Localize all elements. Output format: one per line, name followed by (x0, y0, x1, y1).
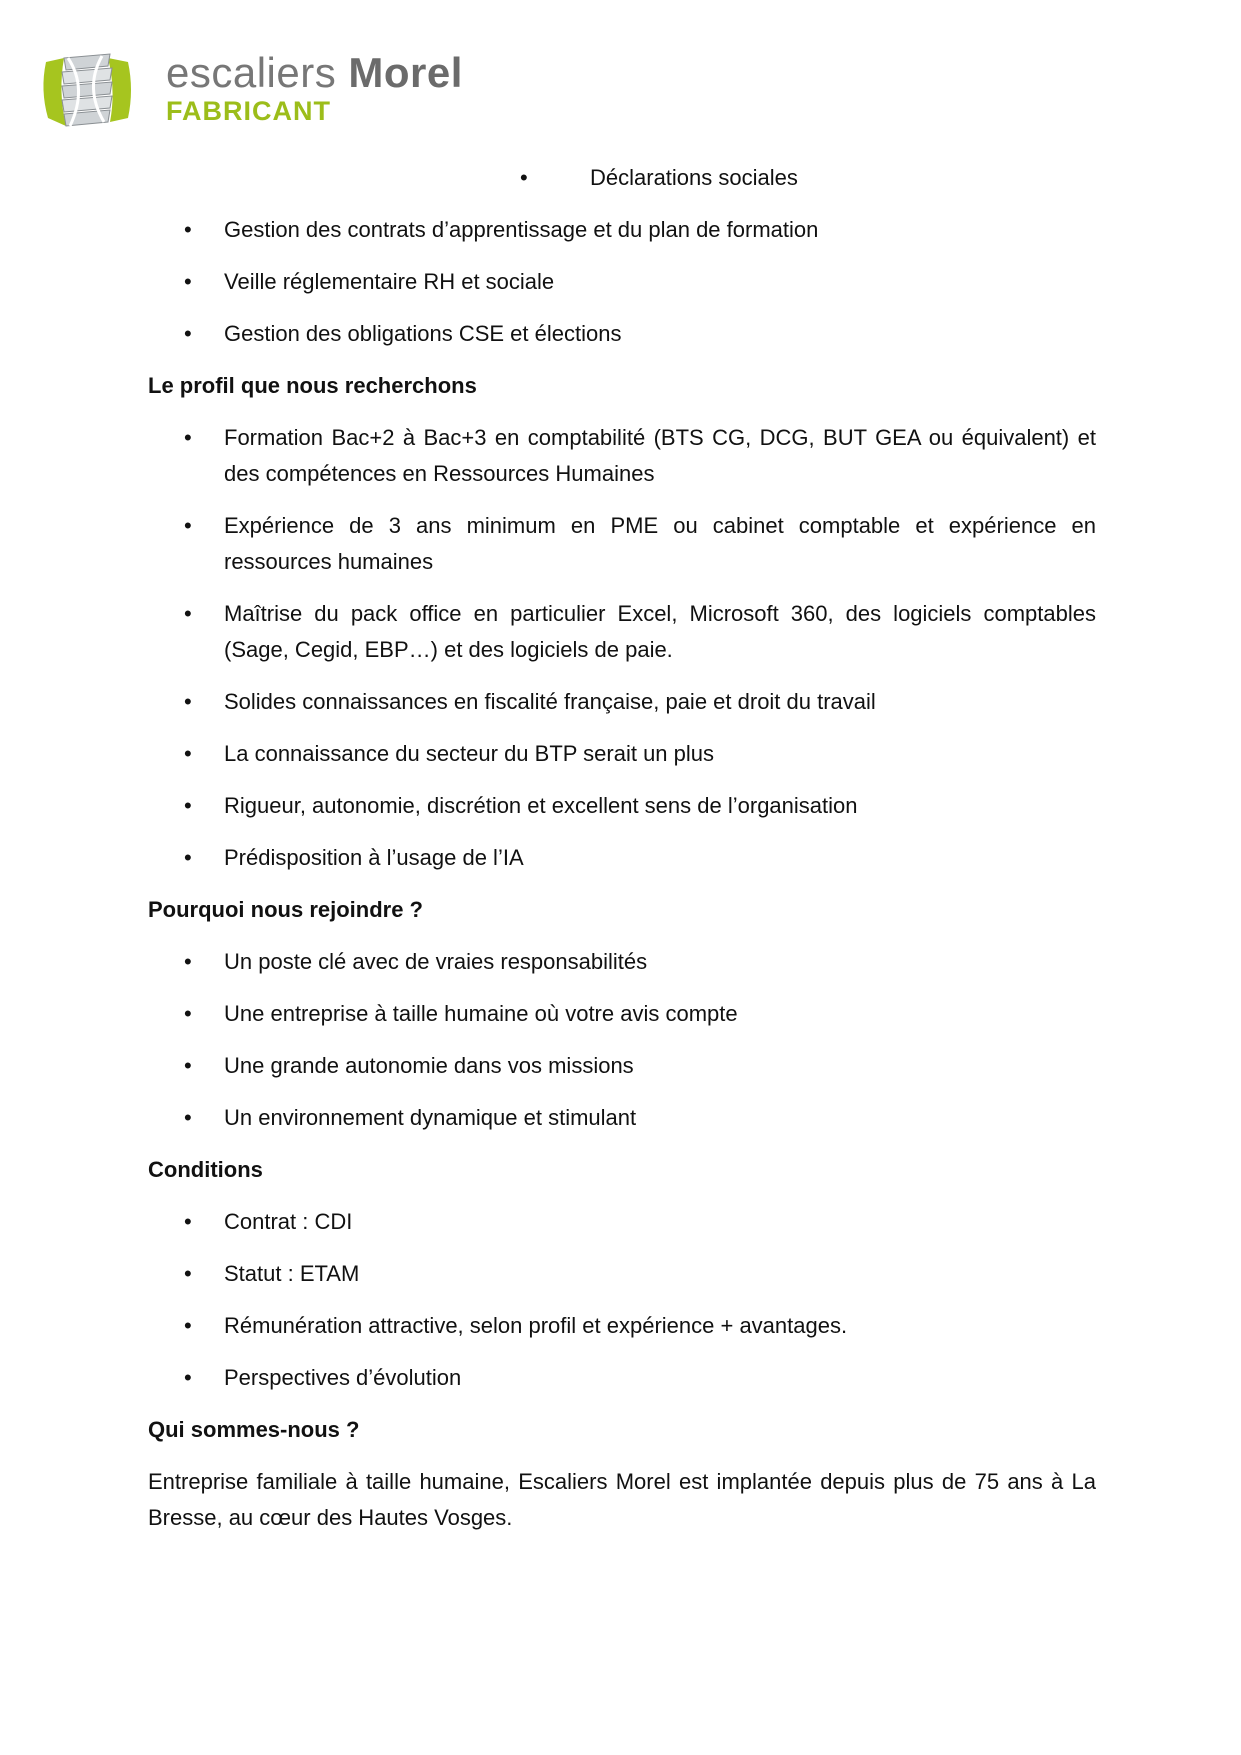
list-item: • Perspectives d’évolution (148, 1360, 1096, 1396)
section-heading-conditions: Conditions (148, 1157, 263, 1182)
company-logo (36, 48, 463, 132)
spiral-staircase-icon (36, 48, 136, 132)
brand-bold: Morel (348, 49, 463, 96)
list-item: • Un poste clé avec de vraies responsabilités (148, 944, 1096, 980)
list-item: • Rigueur, autonomie, discrétion et excellent sens de l’organisation (148, 788, 1096, 824)
list-item: • Maîtrise du pack office en particulier Excel, Microsoft 360, des logiciels comptables (Sage, Cegid, EBP…) et des logiciels de paie. (148, 596, 1096, 668)
list-item: • Gestion des contrats d’apprentissage et du plan de formation (148, 212, 1096, 248)
brand-name (166, 49, 463, 96)
list-item (148, 160, 1096, 196)
list-item: • Gestion des obligations CSE et élections (148, 316, 1096, 352)
list-item: • Un environnement dynamique et stimulant (148, 1100, 1096, 1136)
profile-list (148, 420, 1096, 876)
why-join-list (148, 944, 1096, 1136)
missions-list (148, 212, 1096, 352)
list-item: • Une entreprise à taille humaine où votre avis compte (148, 996, 1096, 1032)
document-body (148, 160, 1096, 1536)
list-item: • Solides connaissances en fiscalité française, paie et droit du travail (148, 684, 1096, 720)
section-heading-why-join: Pourquoi nous rejoindre ? (148, 897, 423, 922)
list-item-text: Déclarations sociales (590, 165, 798, 190)
list-item: • Une grande autonomie dans vos missions (148, 1048, 1096, 1084)
section-heading-profile: Le profil que nous recherchons (148, 373, 477, 398)
list-item: • Veille réglementaire RH et sociale (148, 264, 1096, 300)
list-item: • Statut : ETAM (148, 1256, 1096, 1292)
list-item: • Contrat : CDI (148, 1204, 1096, 1240)
list-item: • Rémunération attractive, selon profil et expérience + avantages. (148, 1308, 1096, 1344)
about-paragraph: Entreprise familiale à taille humaine, Escaliers Morel est implantée depuis plus de 75 ans à La Bresse, au cœur des Hautes Vosges. (148, 1469, 1096, 1530)
bullet: • (520, 165, 528, 190)
brand-wordmark (166, 49, 463, 126)
list-item: • La connaissance du secteur du BTP serait un plus (148, 736, 1096, 772)
list-item: • Formation Bac+2 à Bac+3 en comptabilité (BTS CG, DCG, BUT GEA ou équivalent) et des compétences en Ressources Humaines (148, 420, 1096, 492)
list-item: • Prédisposition à l’usage de l’IA (148, 840, 1096, 876)
brand-subtitle: FABRICANT (166, 96, 331, 126)
list-item: • Expérience de 3 ans minimum en PME ou cabinet comptable et expérience en ressources humaines (148, 508, 1096, 580)
conditions-list (148, 1204, 1096, 1396)
section-heading-about: Qui sommes-nous ? (148, 1417, 360, 1442)
brand-regular: escaliers (166, 49, 337, 96)
